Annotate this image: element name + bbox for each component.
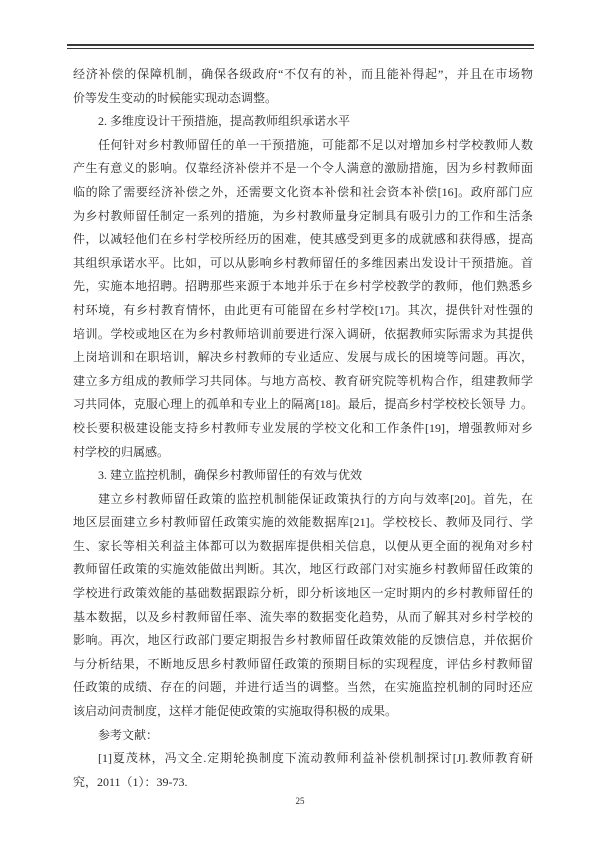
text-line: 生、家长等相关利益主体都可以为数据库提供相关信息，以便从更全面的视角对乡村 bbox=[73, 538, 533, 553]
text-line: 该启动问责制度，这样才能促使政策的实施取得积极的成果。 bbox=[73, 704, 398, 719]
text-line: 基本数据，以及乡村教师留任率、流失率的数据变化趋势，从而了解其对乡村学校的 bbox=[73, 609, 533, 624]
text-line: 临的除了需要经济补偿之外，还需要文化资本补偿和社会资本补偿[16]。政府部门应 bbox=[73, 184, 533, 199]
text-line: 参考文献： bbox=[98, 727, 159, 742]
text-line: 上岗培训和在职培训，解决乡村教师的专业适应、发展与成长的困境等问题。再次， bbox=[73, 350, 533, 365]
header-rule bbox=[67, 44, 534, 49]
text-line: [1]夏茂林，冯文全.定期轮换制度下流动教师利益补偿机制探讨[J].教师教育研 bbox=[98, 751, 533, 766]
text-line: 其组织承诺水平。比如，可以从影响乡村教师留任的多维因素出发设计干预措施。首 bbox=[73, 255, 533, 270]
text-line: 影响。再次，地区行政部门要定期报告乡村教师留任政策效能的反馈信息，并依据价 bbox=[73, 633, 533, 648]
text-line: 建立乡村教师留任政策的监控机制能保证政策执行的方向与效率[20]。首先，在 bbox=[98, 491, 533, 506]
text-line: 任政策的成绩、存在的问题，并进行适当的调整。当然，在实施监控机制的同时还应 bbox=[73, 680, 533, 695]
text-line: 培训。学校或地区在为乡村教师培训前要进行深入调研，依据教师实际需求为其提供 bbox=[73, 326, 533, 341]
text-line: 产生有意义的影响。仅靠经济补偿并不是一个令人满意的激励措施，因为乡村教师面 bbox=[73, 161, 533, 176]
text-line: 任何针对乡村教师留任的单一干预措施，可能都不足以对增加乡村学校教师人数 bbox=[98, 137, 533, 152]
text-line: 3. 建立监控机制，确保乡村教师留任的有效与优效 bbox=[98, 468, 363, 483]
page-body bbox=[73, 63, 533, 794]
text-line: 件，以减轻他们在乡村学校所经历的困难，使其感受到更多的成就感和获得感，提高 bbox=[73, 232, 533, 247]
text-line: 究，2011（1）：39-73. bbox=[73, 774, 188, 789]
text-line: 村环境，有乡村教育情怀，由此更有可能留在乡村学校[17]。其次，提供针对性强的 bbox=[73, 302, 533, 317]
text-line: 为乡村教师留任制定一系列的措施，为乡村教师量身定制具有吸引力的工作和生活条 bbox=[73, 208, 533, 223]
text-line: 2. 多维度设计干预措施，提高教师组织承诺水平 bbox=[98, 114, 351, 129]
text-line: 建立多方组成的教师学习共同体。与地方高校、教育研究院等机构合作，组建教师学 bbox=[73, 373, 533, 388]
text-line: 教师留任政策的实施效能做出判断。其次，地区行政部门对实施乡村教师留任政策的 bbox=[73, 562, 533, 577]
text-line: 经济补偿的保障机制，确保各级政府“不仅有的补，而且能补得起”，并且在市场物 bbox=[73, 67, 533, 81]
text-line: 习共同体，克服心理上的孤单和专业上的隔离[18]。最后，提高乡村学校校长领导 力。 bbox=[73, 397, 533, 412]
page-number: 25 bbox=[295, 796, 305, 806]
text-line: 与分析结果，不断地反思乡村教师留任政策的预期目标的实现程度，评估乡村教师留 bbox=[73, 656, 533, 671]
text-line: 价等发生变动的时候能实现动态调整。 bbox=[73, 90, 278, 105]
text-line: 地区层面建立乡村教师留任政策实施的效能数据库[21]。学校校长、教师及同行、学 bbox=[73, 515, 533, 530]
text-line: 学校进行政策效能的基础数据跟踪分析，即分析该地区一定时期内的乡村教师留任的 bbox=[73, 586, 533, 601]
text-line: 村学校的归属感。 bbox=[73, 444, 170, 459]
text-line: 先，实施本地招聘。招聘那些来源于本地并乐于在乡村学校教学的教师，他们熟悉乡 bbox=[73, 279, 533, 294]
text-line: 校长要积极建设能支持乡村教师专业发展的学校文化和工作条件[19]，增强教师对乡 bbox=[73, 420, 533, 435]
